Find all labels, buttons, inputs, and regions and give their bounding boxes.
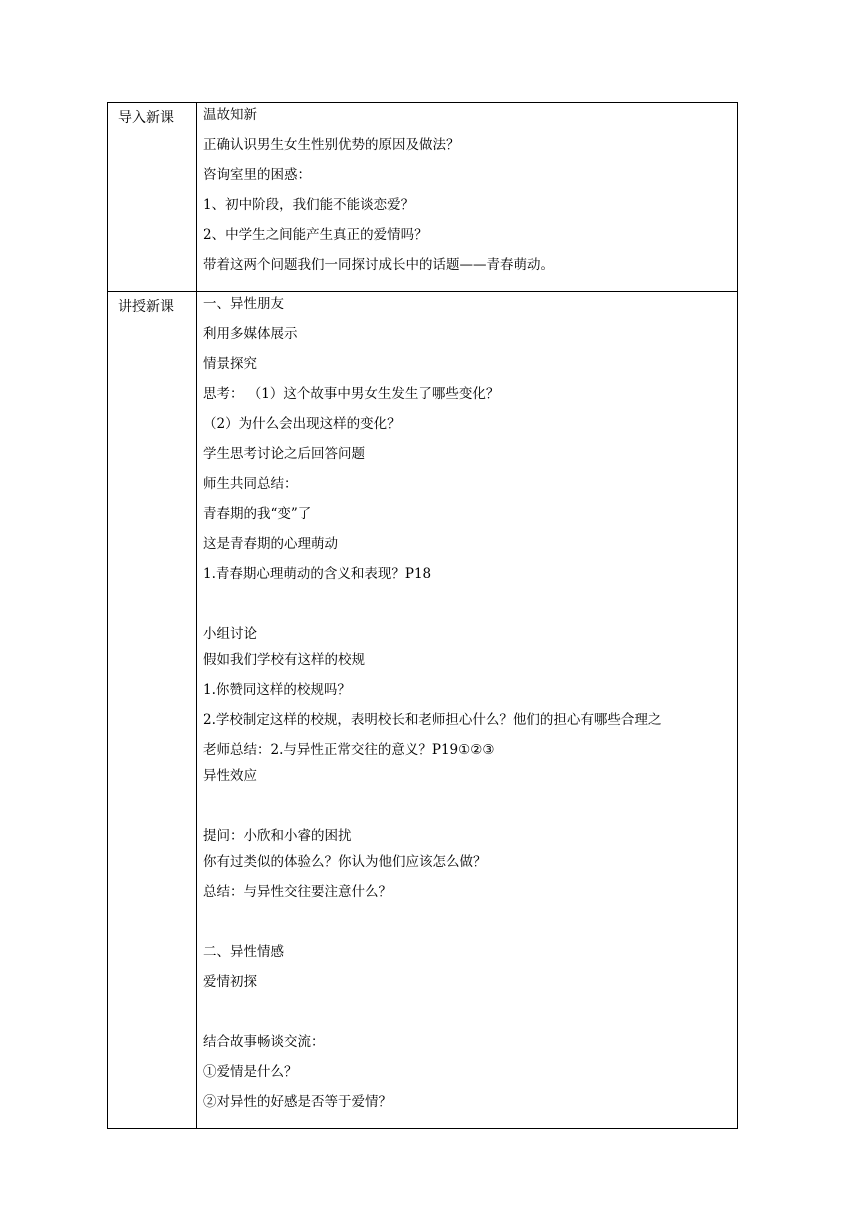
content-line: 二、异性情感 <box>203 944 284 960</box>
content-line: 这是青春期的心理萌动 <box>203 536 338 552</box>
content-line: 爱情初探 <box>203 974 257 990</box>
content-line: 师生共同总结： <box>203 476 298 492</box>
section-row-new-lesson <box>108 292 738 1129</box>
blank-line <box>203 796 737 816</box>
content-line: 老师总结：2.与异性正常交往的意义？P19①②③ <box>203 742 495 758</box>
content-line: 带着这两个问题我们一同探讨成长中的话题——青春萌动。 <box>203 257 554 273</box>
content-line: （2）为什么会出现这样的变化？ <box>203 416 401 432</box>
section-label-new-lesson: 讲授新课 <box>108 292 197 1129</box>
content-line: 利用多媒体展示 <box>203 326 298 342</box>
content-line: 总结：与异性交往要注意什么？ <box>203 884 392 900</box>
lesson-plan-table <box>107 102 738 1129</box>
content-line: 1.青春期心理萌动的含义和表现？P18 <box>203 566 432 582</box>
content-line: 提问：小欣和小睿的困扰 <box>203 828 352 844</box>
content-line: ①爱情是什么？ <box>203 1064 298 1080</box>
content-line: 异性效应 <box>203 768 257 784</box>
blank-line <box>203 1002 737 1022</box>
section-content-intro <box>197 103 738 292</box>
content-line: 青春期的我“变”了 <box>203 506 312 522</box>
content-line: 2.学校制定这样的校规，表明校长和老师担心什么？他们的担心有哪些合理之 <box>203 712 662 728</box>
content-line: ②对异性的好感是否等于爱情？ <box>203 1094 392 1110</box>
section-row-intro <box>108 103 738 292</box>
content-line: 1、初中阶段，我们能不能谈恋爱？ <box>203 197 415 213</box>
content-line: 咨询室里的困惑： <box>203 167 311 183</box>
content-line: 小组讨论 <box>203 626 257 642</box>
blank-line <box>203 912 737 932</box>
content-line: 2、中学生之间能产生真正的爱情吗？ <box>203 227 428 243</box>
content-line: 学生思考讨论之后回答问题 <box>203 446 365 462</box>
content-line: 一、异性朋友 <box>203 296 284 312</box>
content-line: 假如我们学校有这样的校规 <box>203 652 365 668</box>
section-label-intro: 导入新课 <box>108 103 197 292</box>
section-content-new-lesson <box>197 292 738 1129</box>
content-line: 结合故事畅谈交流： <box>203 1034 325 1050</box>
content-line: 正确认识男生女生性别优势的原因及做法？ <box>203 137 460 153</box>
content-line: 你有过类似的体验么？你认为他们应该怎么做？ <box>203 854 487 870</box>
content-line: 思考： （1）这个故事中男女生发生了哪些变化？ <box>203 386 500 402</box>
content-line: 温故知新 <box>203 107 257 123</box>
blank-line <box>203 594 737 614</box>
content-line: 1.你赞同这样的校规吗？ <box>203 682 351 698</box>
content-line: 情景探究 <box>203 356 257 372</box>
